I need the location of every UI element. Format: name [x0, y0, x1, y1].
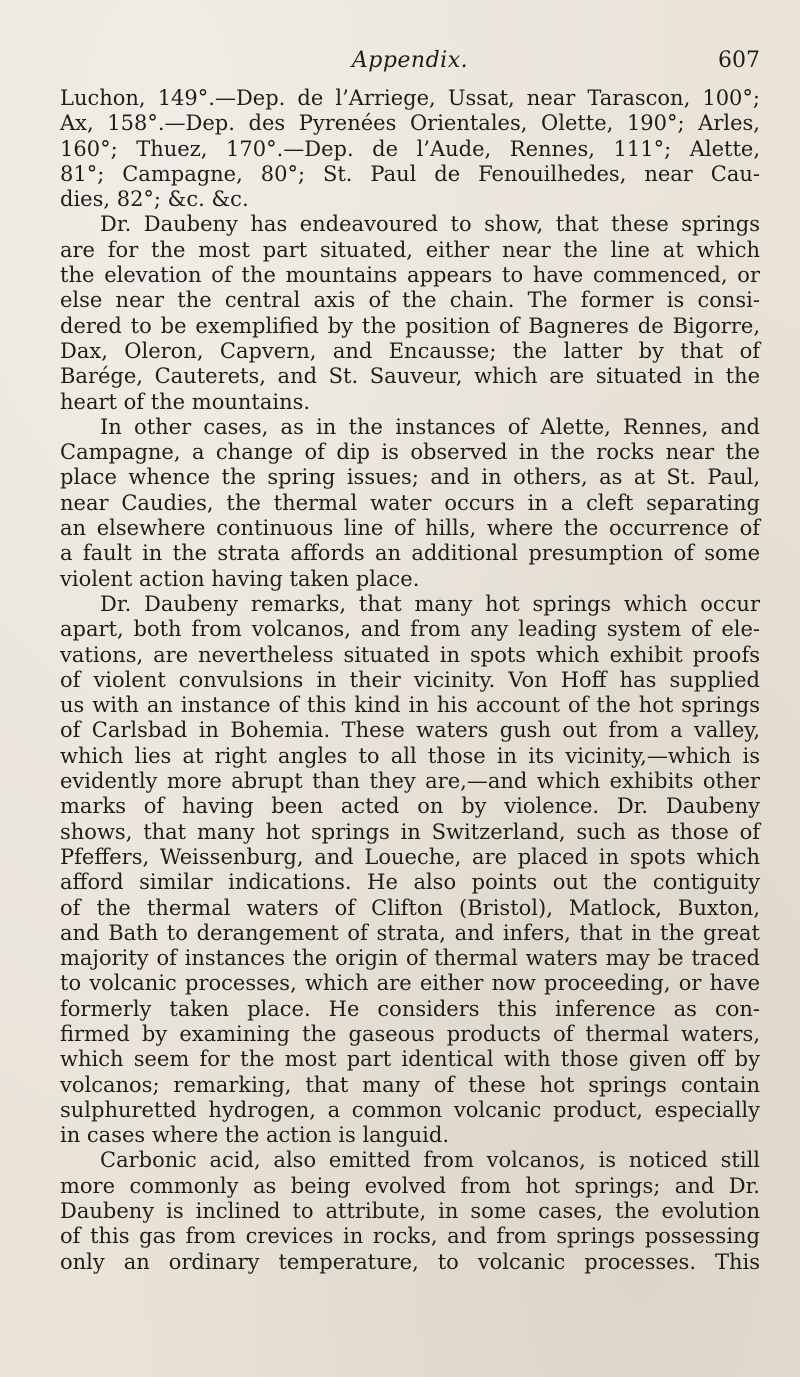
text-line: Daubeny is inclined to attribute, in some cases, the evolution — [60, 1199, 760, 1224]
text-line: more commonly as being evolved from hot springs; and Dr. — [60, 1173, 760, 1198]
paragraph — [60, 212, 760, 414]
page-number: 607 — [718, 48, 760, 73]
text-line: Campagne, a change of dip is observed in the rocks near the — [60, 440, 760, 465]
text-line: of violent convulsions in their vicinity. Von Hoff has supplied — [60, 667, 760, 692]
text-line: dies, 82°; &c. &c. — [60, 187, 249, 212]
text-line: Dr. Daubeny remarks, that many hot springs which occur — [100, 591, 760, 616]
text-line: Pfeffers, Weissenburg, and Loueche, are placed in spots which — [60, 844, 760, 869]
paragraph — [60, 415, 760, 592]
text-line: volcanos; remarking, that many of these hot springs contain — [60, 1072, 760, 1097]
text-line: are for the most part situated, either near the line at which — [60, 237, 760, 262]
text-line: Carbonic acid, also emitted from volcanos, is noticed still — [100, 1148, 760, 1173]
text-line: else near the central axis of the chain. The former is consi- — [60, 288, 760, 313]
body-text — [60, 86, 760, 1275]
text-line: apart, both from volcanos, and from any leading system of ele- — [60, 617, 760, 642]
text-line: evidently more abrupt than they are,—and which exhibits other — [60, 769, 760, 794]
paragraph — [60, 1148, 760, 1274]
text-line: Ax, 158°.—Dep. des Pyrenées Orientales, Olette, 190°; Arles, — [60, 111, 760, 136]
text-line: dered to be exemplified by the position of Bagneres de Bigorre, — [60, 313, 760, 338]
text-line: Barége, Cauterets, and St. Sauveur, which are situated in the — [60, 364, 760, 389]
text-line: Luchon, 149°.—Dep. de l’Arriege, Ussat, near Tarascon, 100°; — [60, 86, 760, 110]
text-line: which lies at right angles to all those in its vicinity,—which is — [60, 743, 760, 768]
text-line: of Carlsbad in Bohemia. These waters gush out from a valley, — [60, 718, 760, 743]
text-line: In other cases, as in the instances of Alette, Rennes, and — [100, 414, 760, 439]
text-line: of the thermal waters of Clifton (Bristol), Matlock, Buxton, — [60, 895, 760, 920]
text-line: us with an instance of this kind in his account of the hot springs — [60, 693, 760, 718]
text-line: afford similar indications. He also points out the contiguity — [60, 870, 760, 895]
text-line: marks of having been acted on by violence. Dr. Daubeny — [60, 794, 760, 819]
text-line: heart of the mountains. — [60, 389, 311, 414]
text-line: and Bath to derangement of strata, and infers, that in the great — [60, 920, 760, 945]
text-line: violent action having taken place. — [60, 566, 420, 591]
text-line: majority of instances the origin of thermal waters may be traced — [60, 946, 760, 971]
text-line: a fault in the strata affords an additional presumption of some — [60, 541, 760, 566]
text-line: which seem for the most part identical with those given off by — [60, 1047, 760, 1072]
text-line: to volcanic processes, which are either now proceeding, or have — [60, 971, 760, 996]
text-line: place whence the spring issues; and in others, as at St. Paul, — [60, 465, 760, 490]
paragraph-continuation — [60, 86, 760, 212]
text-line: sulphuretted hydrogen, a common volcanic product, especially — [60, 1097, 760, 1122]
text-line: Dr. Daubeny has endeavoured to show, that these springs — [100, 212, 760, 237]
page-header — [60, 48, 760, 82]
paragraph — [60, 592, 760, 1149]
text-line: formerly taken place. He considers this inference as con- — [60, 996, 760, 1021]
text-line: near Caudies, the thermal water occurs in a cleft separating — [60, 490, 760, 515]
text-line: firmed by examining the gaseous products of thermal waters, — [60, 1021, 760, 1046]
text-line: 160°; Thuez, 170°.—Dep. de l’Aude, Rennes, 111°; Alette, — [60, 136, 760, 161]
text-line: of this gas from crevices in rocks, and from springs possessing — [60, 1224, 760, 1249]
running-head: Appendix. — [351, 48, 469, 73]
text-line: the elevation of the mountains appears to have commenced, or — [60, 263, 760, 288]
text-line: vations, are nevertheless situated in spots which exhibit proofs — [60, 642, 760, 667]
text-line: in cases where the action is languid. — [60, 1123, 450, 1148]
text-line: shows, that many hot springs in Switzerland, such as those of — [60, 819, 760, 844]
text-line: Dax, Oleron, Capvern, and Encausse; the latter by that of — [60, 338, 760, 363]
text-line: only an ordinary temperature, to volcanic processes. This — [60, 1249, 760, 1274]
text-line: an elsewhere continuous line of hills, where the occurrence of — [60, 516, 760, 541]
text-line: 81°; Campagne, 80°; St. Paul de Fenouilhedes, near Cau- — [60, 161, 760, 186]
